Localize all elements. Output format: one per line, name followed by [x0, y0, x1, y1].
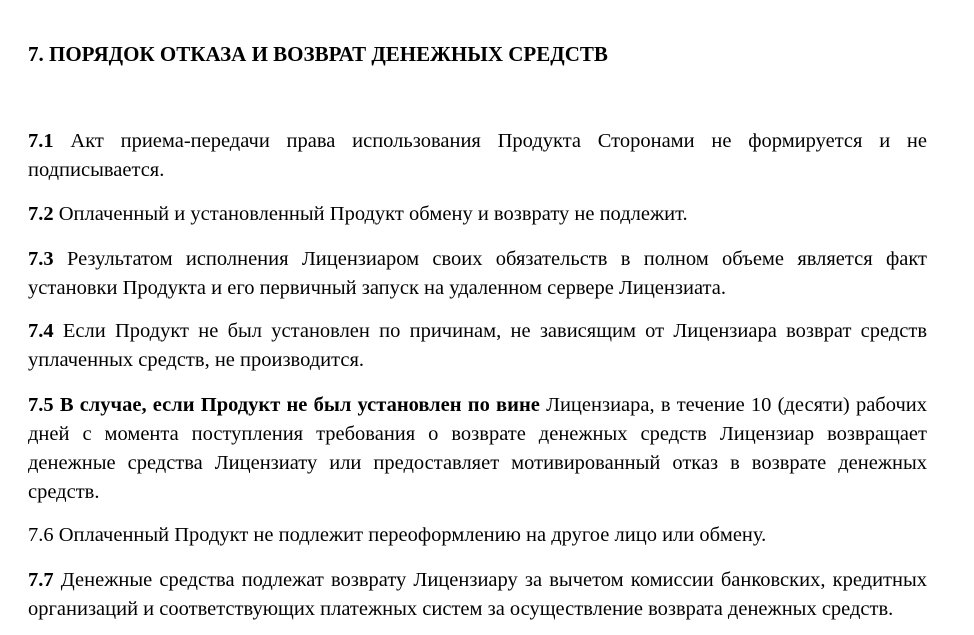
- clause-number: 7.4: [28, 320, 54, 342]
- clause-text: Если Продукт не был установлен по причинам, не зависящим от Лицензиара возврат средств уплаченных средств, не производится.: [28, 320, 928, 371]
- clause-number: 7.1: [28, 130, 54, 152]
- clause-number: 7.5: [28, 394, 54, 416]
- clause-text: Акт приема-передачи права использования Продукта Сторонами не формируется и не подписывается.: [28, 130, 927, 181]
- clause-text: Денежные средства подлежат возврату Лицензиару за вычетом комиссии банковских, кредитных организаций и соответствующих платежных систем за осуществление возврата денежных средств.: [28, 569, 928, 620]
- clause-number: 7.2: [28, 203, 54, 225]
- clause-7-3: [28, 245, 927, 303]
- clause-7-5: [28, 391, 927, 507]
- clause-7-2: [28, 200, 927, 229]
- clause-7-7: [28, 566, 927, 624]
- section-number: 7.: [28, 42, 44, 66]
- clause-number: 7.6: [28, 524, 54, 546]
- clause-text: Оплаченный и установленный Продукт обмену и возврату не подлежит.: [58, 203, 688, 225]
- section-heading: [28, 42, 608, 67]
- clause-text: Результатом исполнения Лицензиаром своих обязательств в полном объеме является факт установки Продукта и его первичный запуск на удаленном сервере Лицензиата.: [28, 248, 927, 299]
- clause-number: 7.3: [28, 248, 54, 270]
- clause-bold-text: В случае, если Продукт не был установлен по вине: [59, 394, 540, 416]
- clause-text: Лицензиара, в течение 10 (десяти) рабочих дней с момента поступления требования о возврате денежных средств Лицензиар возвращает денежные средства Лицензиату или предоставляет мотивированный отказ в возврате денежных средств.: [28, 394, 927, 503]
- clause-7-1: [28, 127, 927, 185]
- clause-number: 7.7: [28, 569, 54, 591]
- section-title: ПОРЯДОК ОТКАЗА И ВОЗВРАТ ДЕНЕЖНЫХ СРЕДСТВ: [49, 42, 608, 66]
- clause-7-6: [28, 521, 927, 550]
- clause-7-4: [28, 317, 927, 375]
- clause-text: Оплаченный Продукт не подлежит переоформлению на другое лицо или обмену.: [58, 524, 767, 546]
